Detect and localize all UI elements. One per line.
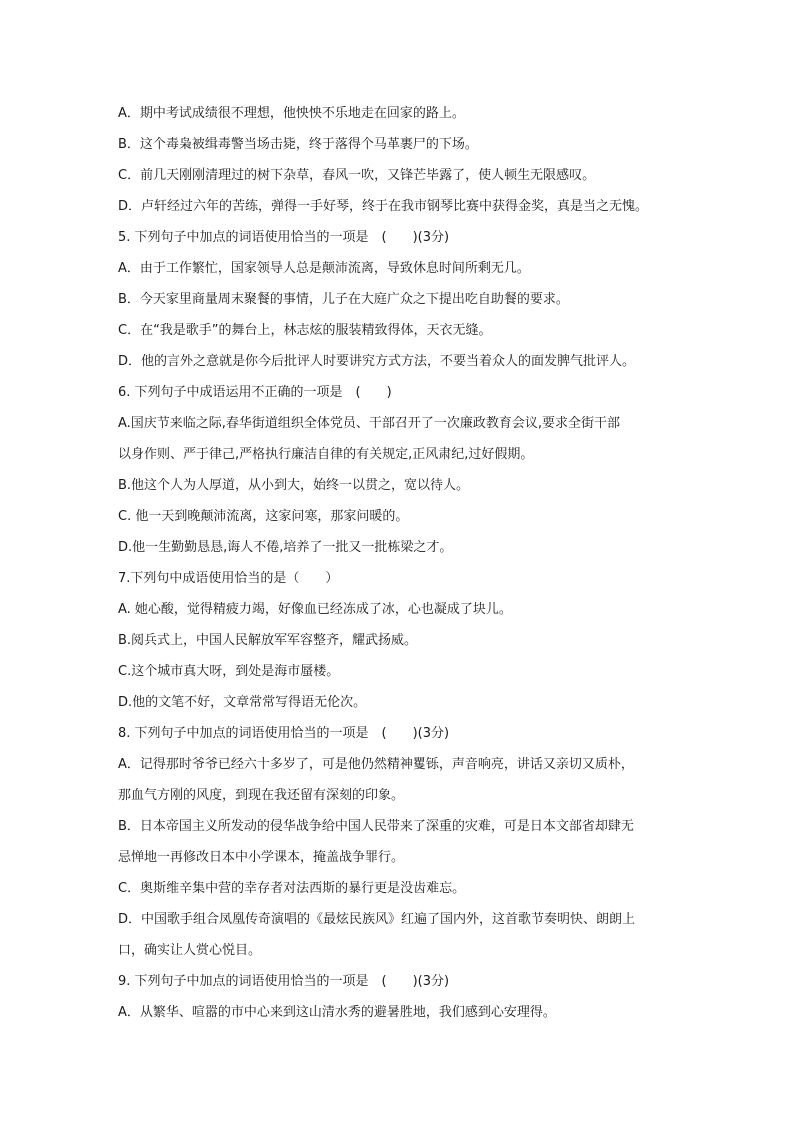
option-line: 忌惮地一再修改日本中小学课本，掩盖战争罪行。 [118,850,405,865]
question-line: 9. 下列句子中加点的词语使用恰当的一项是 ( )(3分) [118,974,450,989]
option-line: C. 他一天到晚颠沛流离，这家问寒，那家问暖的。 [118,509,409,524]
question-line: 8. 下列句子中加点的词语使用恰当的一项是 ( )(3分) [118,726,450,741]
question-line: 7.下列句中成语使用恰当的是（ ） [118,571,339,586]
option-line: D．卢轩经过六年的苦练，弹得一手好琴，终于在我市钢琴比赛中获得金奖，真是当之无愧。 [118,199,649,214]
option-line: C．奥斯维辛集中营的幸存者对法西斯的暴行更是没齿难忘。 [118,881,466,896]
option-line: A．由于工作繁忙，国家领导人总是颠沛流离，导致休息时间所剩无几。 [118,261,530,276]
option-line: A．记得那时爷爷已经六十多岁了，可是他仍然精神矍铄，声音响亮，讲话又亲切又质朴， [118,757,634,772]
option-line: A．期中考试成绩很不理想，他怏怏不乐地走在回家的路上。 [118,106,465,121]
option-line: D.他一生勤勤恳恳,诲人不倦,培养了一批又一批栋梁之才。 [118,540,453,555]
option-line: D．中国歌手组合凤凰传奇演唱的《最炫民族风》红遍了国内外，这首歌节奏明快、朗朗上 [118,912,636,927]
option-line: D.他的文笔不好，文章常常写得语无伦次。 [118,695,367,710]
question-line: 5. 下列句子中加点的词语使用恰当的一项是 ( )(3分) [118,230,450,245]
option-line: C.这个城市真大呀，到处是海市蜃楼。 [118,664,340,679]
option-line: B．这个毒枭被缉毒警当场击毙，终于落得个马革裹尸的下场。 [118,137,478,152]
option-line: 那血气方刚的风度，到现在我还留有深刻的印象。 [118,788,405,803]
option-line: 口，确实让人赏心悦目。 [118,943,262,958]
option-line: A．从繁华、喧嚣的市中心来到这山清水秀的避暑胜地，我们感到心安理得。 [118,1005,556,1020]
option-line: C．在“我是歌手”的舞台上，林志炫的服装精致得体，天衣无缝。 [118,323,492,338]
option-line: C．前几天刚刚清理过的树下杂草，春风一吹，又锋芒毕露了，使人顿生无限感叹。 [118,168,596,183]
option-line: 以身作则、严于律己,严格执行廉洁自律的有关规定,正风肃纪,过好假期。 [118,447,534,462]
option-line: B．今天家里商量周末聚餐的事情，儿子在大庭广众之下提出吃自助餐的要求。 [118,292,569,307]
option-line: D．他的言外之意就是你今后批评人时要讲究方式方法，不要当着众人的面发脾气批评人。 [118,354,636,369]
option-line: B.他这个人为人厚道，从小到大，始终一以贯之，宽以待人。 [118,478,470,493]
option-line: A.国庆节来临之际,春华街道组织全体党员、干部召开了一次廉政教育会议,要求全街干部 [118,416,621,431]
question-line: 6. 下列句子中成语运用不正确的一项是 ( ) [118,385,392,400]
option-line: B．日本帝国主义所发动的侵华战争给中国人民带来了深重的灾难，可是日本文部省却肆无 [118,819,634,834]
option-line: B.阅兵式上，中国人民解放军军容整齐，耀武扬威。 [118,633,418,648]
option-line: A. 她心酸，觉得精疲力竭，好像血已经冻成了冰，心也凝成了块儿。 [118,602,512,617]
